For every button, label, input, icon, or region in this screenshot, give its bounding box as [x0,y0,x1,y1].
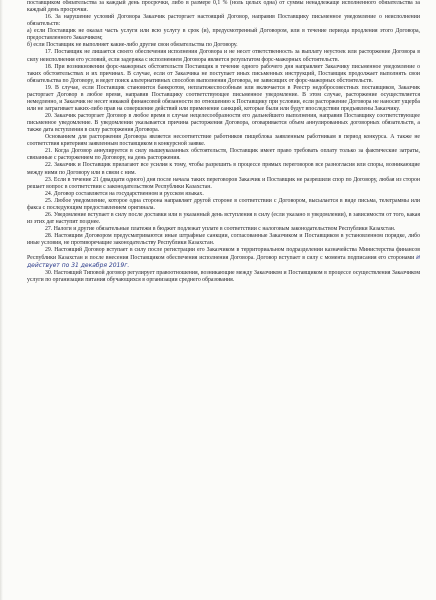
handwritten-insert: и действует по 31 декабря 2019г. [27,254,420,270]
scan-edge-shadow [0,0,3,600]
paragraph-19: 19. В случае, если Поставщик становится банкротом, неплатежеспособным или включается в Реестр недобросовестных поставщиков, Заказчик расторгает Договор в любое время, направив Поставщику соответствующее письменное уведомление. В этом случае, расторжение осуществляется немедленно, и Заказчик не несет никакой финансовой обязанности по отношению к Поставщику при условии, если расторжение Договора не наносит ущерба или не затрагивает каких-либо прав на совершение действий или применение санкций, которые были или будут впоследствии предъявлены Заказчику. [27,84,420,112]
paragraph-28: 28. Настоящим Договором предусматриваются иные штрафные санкции, согласованные Заказчиком и Поставщиком в установленном порядке, либо иные условия, не противоречащие законодательству Республики Казахстан. [27,233,420,247]
paragraph-29 [27,247,420,270]
paragraph-21: 21. Когда Договор аннулируется в силу вышеуказанных обстоятельств, Поставщик имеет право требовать оплату только за фактические затраты, связанные с расторжением по Договору, на день расторжения. [27,148,420,162]
paragraph-25: 25. Любое уведомление, которое одна сторона направляет другой стороне в соответствии с Договором, высылается в виде письма, телеграммы или факса с последующим предоставлением оригинала. [27,197,420,211]
paragraph-16-a: а) если Поставщик не оказал часть услуги или всю услугу в срок (и), предусмотренный Договором, или в течение периода продления этого Договора, предоставленного Заказчиком; [27,28,420,42]
paragraph-24: 24. Договор составляется на государственном и русском языках. [45,190,204,197]
paragraph-23: 23. Если в течение 21 (двадцати одного) дня после начала таких переговоров Заказчик и Поставщик не разрешили спор по Договору, любая из сторон решает вопрос в соответствии с законодательством Республики Казахстан. [27,176,420,190]
paragraph-29-text: 29. Настоящий Договор вступает в силу после регистрации его Заказчиком в территориальном подразделении казначейства Министерства финансов Республики Казахстан и после внесения Поставщиком обеспечения исполнения Договора. Договор вступает в силу с момента подписания его сторонами [27,247,420,262]
paragraph-20-basis: Основанием для расторжения Договора является несоответствие работников пищеблока заявленным работникам в период конкурса. А также не соответствия критериям заявленным поставщиком в конкурсной заявке. [27,134,420,148]
paragraph-17: 17. Поставщик не лишается своего обеспечения исполнения Договора и не несет ответственность за выплату неустоек или расторжение Договора в силу неисполнения его условий, если задержка с исполнением Договора является результатом форс-мажорных обстоятельств. [27,49,420,63]
paragraph-18: 18. При возникновении форс-мажорных обстоятельств Поставщик в течение одного рабочего дня направляет Заказчику письменное уведомление о таких обстоятельствах и их причинах. В случае, если от Заказчика не поступает иных письменных инструкций, Поставщик продолжает выполнять свои обязательства по Договору, и ведет поиск альтернативных способов выполнения Договора, не зависящих от форс-мажорных обстоятельств. [27,63,420,84]
paragraph-22: 22. Заказчик и Поставщик прилагают все усилия к тому, чтобы разрешить в процессе прямых переговоров все разногласия или споры, возникающие между ними по Договору или в связи с ним. [27,162,420,176]
paragraph-30: 30. Настоящий Типовой договор регулирует правоотношения, возникающие между Заказчиком и Поставщиком в процессе осуществления Заказчиком услуги по организации питания обучающихся в организации среднего образования. [27,270,420,284]
paragraph-15-tail: поставщиком обязательства за каждый день просрочки, либо в размере 0,1 % (ноль целых одна) от суммы ненадлежаще исполненного обязательства за каждый день просрочки. [27,0,420,14]
paragraph-26: 26. Уведомление вступает в силу после доставки или в указанный день вступления в силу (если указано в уведомлении), в зависимости от того, какая из этих дат наступит позднее. [27,211,420,225]
paragraph-16-b: б) если Поставщик не выполняет какие-либо другие свои обязательства по Договору. [27,42,238,49]
paragraph-27: 27. Налоги и другие обязательные платежи в бюджет подлежат уплате в соответствии с налоговым законодательством Республики Казахстан. [45,226,396,232]
paragraph-16: 16. За нарушение условий Договора Заказчик расторгает настоящий Договор, направив Поставщику письменное уведомление о неисполнении обязательств: [27,14,420,28]
paragraph-20: 20. Заказчик расторгает Договор в любое время в случае нецелесообразности его дальнейшего выполнения, направив Поставщику соответствующее письменное уведомление. В уведомлении указывается причина расторжения Договора, оговаривается объем аннулированных договорных обязательств, а также дата вступления в силу расторжения Договора. [27,113,420,134]
contract-body [27,0,420,285]
